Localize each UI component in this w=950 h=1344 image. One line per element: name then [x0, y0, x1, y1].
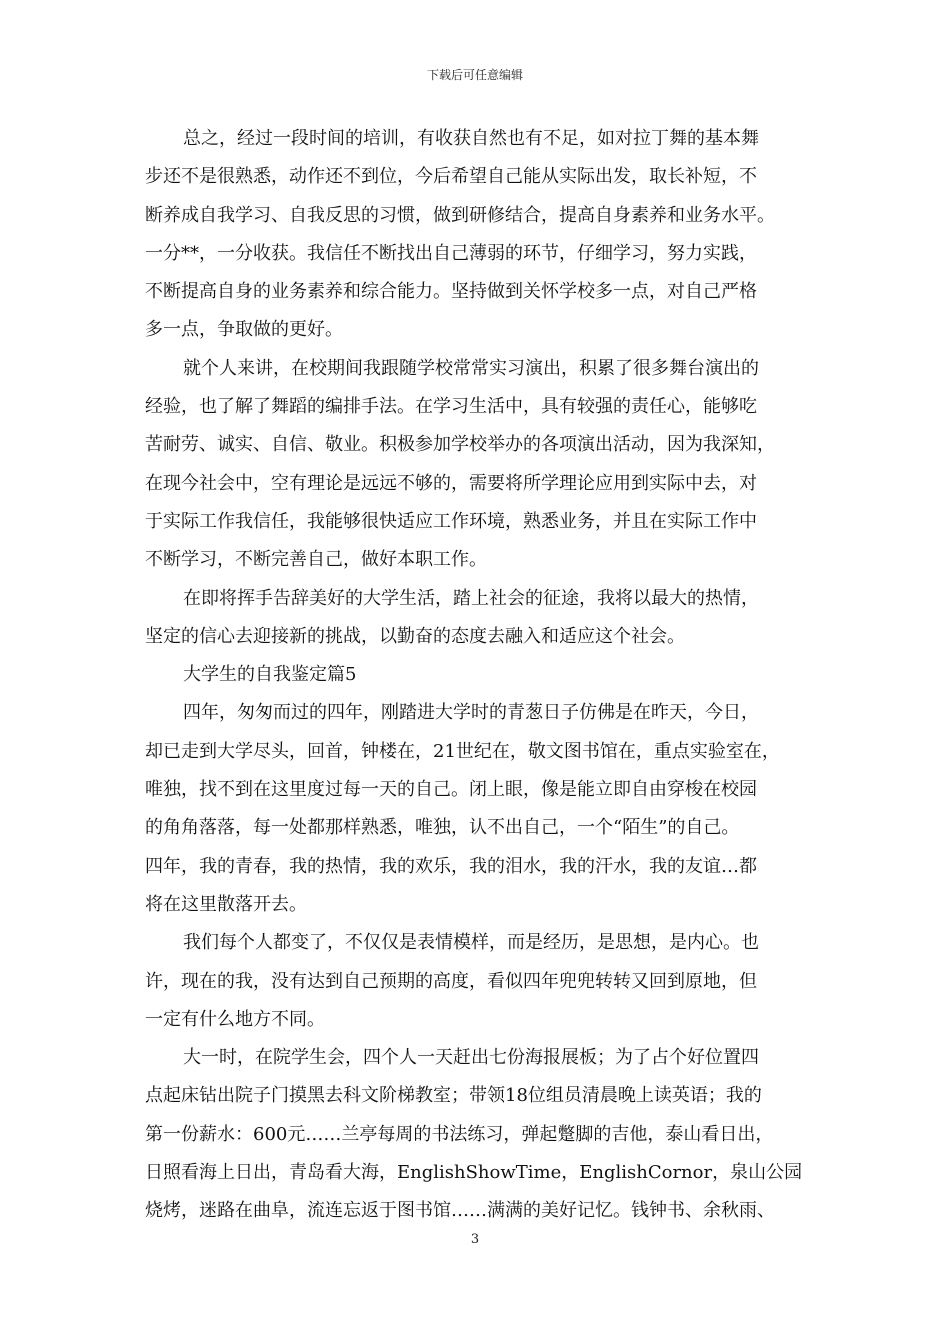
paragraph-group-b [145, 694, 813, 1230]
paragraph [145, 580, 813, 657]
text-line: 坚定的信心去迎接新的挑战，以勤奋的态度去融入和适应这个社会。 [145, 625, 685, 647]
text-line: 的角角落落，每一处都那样熟悉，唯独，认不出自己，一个“陌生”的自己。 [145, 817, 740, 839]
text-line: 多一点，争取做的更好。 [145, 319, 343, 341]
section-heading: 大学生的自我鉴定篇5 [183, 664, 357, 686]
text-line: 在即将挥手告辞美好的大学生活，踏上社会的征途，我将以最大的热情， [183, 587, 759, 609]
text-line: 将在这里散落开去。 [145, 893, 307, 915]
text-line: 断养成自我学习、自我反思的习惯，做到研修结合，提高自身素养和业务水平。 [145, 204, 775, 226]
paragraph-group-a [145, 120, 813, 656]
text-line: 一分**，一分收获。我信任不断找出自己薄弱的环节，仔细学习，努力实践， [145, 242, 757, 264]
paragraph [145, 350, 813, 580]
text-line: 在现今社会中，空有理论是远远不够的，需要将所学理论应用到实际中去，对 [145, 472, 757, 494]
text-line: 许，现在的我，没有达到自己预期的高度，看似四年兜兜转转又回到原地，但 [145, 970, 757, 992]
text-line: 苦耐劳、诚实、自信、敬业。积极参加学校举办的各项演出活动，因为我深知， [145, 434, 775, 456]
text-line: 步还不是很熟悉，动作还不到位，今后希望自己能从实际出发，取长补短，不 [145, 166, 757, 188]
text-line: 我们每个人都变了，不仅仅是表情模样，而是经历，是思想，是内心。也 [183, 932, 759, 954]
page-header: 下载后可任意编辑 [426, 68, 523, 82]
text-line: 总之，经过一段时间的培训，有收获自然也有不足，如对拉丁舞的基本舞 [183, 128, 759, 149]
text-line: 唯独，找不到在这里度过每一天的自己。闭上眼，像是能立即自由穿梭在校园 [145, 779, 757, 801]
text-line: 四年，我的青春，我的热情，我的欢乐，我的泪水，我的汗水，我的友谊…都 [145, 855, 757, 877]
text-line: 第一份薪水：600元……兰亭每周的书法练习，弹起蹩脚的吉他，泰山看日出， [145, 1123, 774, 1145]
paragraph [145, 1039, 813, 1230]
text-line: 大一时，在院学生会，四个人一天赶出七份海报展板；为了占个好位置四 [183, 1047, 759, 1069]
document-body [145, 120, 813, 1231]
text-line: 点起床钻出院子门摸黑去科文阶梯教室；带领18位组员清晨晚上读英语；我的 [145, 1085, 762, 1107]
text-line: 不断提高自身的业务素养和综合能力。坚持做到关怀学校多一点，对自己严格 [145, 281, 757, 303]
text-line: 却已走到大学尽头，回首，钟楼在，21世纪在，敬文图书馆在，重点实验室在， [145, 740, 780, 762]
text-line: 就个人来讲，在校期间我跟随学校常常实习演出，积累了很多舞台演出的 [183, 357, 759, 379]
text-line: 一定有什么地方不同。 [145, 1008, 325, 1030]
text-line: 四年，匆匆而过的四年，刚踏进大学时的青葱日子仿佛是在昨天，今日， [183, 702, 759, 724]
text-line: 日照看海上日出，青岛看大海，EnglishShowTime，EnglishCornor，泉山公园 [145, 1162, 803, 1184]
text-line: 不断学习，不断完善自己，做好本职工作。 [145, 549, 487, 571]
paragraph [145, 120, 813, 350]
page-number: 3 [470, 1232, 480, 1247]
paragraph [145, 694, 813, 924]
paragraph [145, 924, 813, 1039]
text-line: 经验，也了解了舞蹈的编排手法。在学习生活中，具有较强的责任心，能够吃 [145, 396, 757, 418]
text-line: 于实际工作我信任，我能够很快适应工作环境，熟悉业务，并且在实际工作中 [145, 510, 757, 532]
text-line: 烧烤，迷路在曲阜，流连忘返于图书馆……满满的美好记忆。钱钟书、余秋雨、 [145, 1200, 775, 1222]
